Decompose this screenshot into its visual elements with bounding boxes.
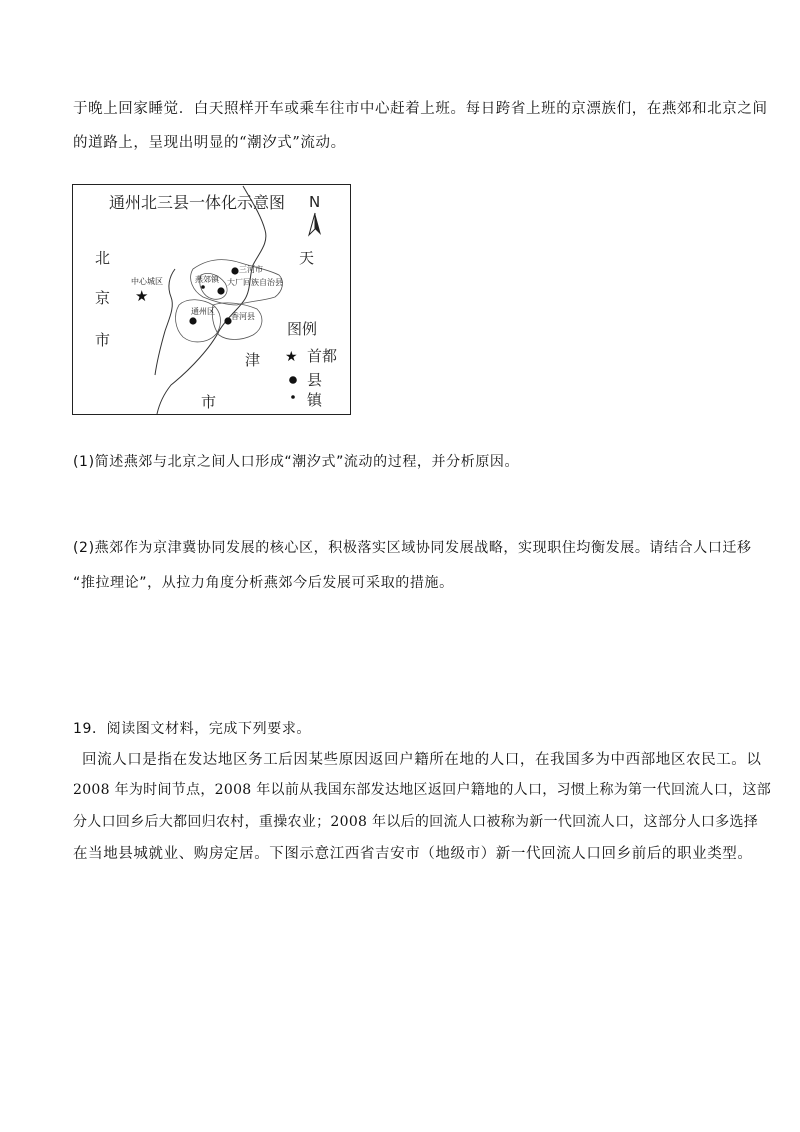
question-2-line-1: (2)燕郊作为京津冀协同发展的核心区，积极落实区域协同发展战略，实现职住均衡发展。请结合人口迁移: [73, 540, 752, 556]
intro-line-2: 的道路上，呈现出明显的“潮汐式”流动。: [73, 135, 346, 151]
legend-town-label: 镇: [307, 391, 323, 409]
q19-para-line-2: 2008 年为时间节点，2008 年以前从我国东部发达地区返回户籍地的人口，习惯上称为第一代回流人口，这部: [73, 782, 772, 798]
q19-para-line-1: 回流人口是指在发达地区务工后因某些原因返回户籍所在地的人口，在我国多为中西部地区农民工。以: [82, 752, 762, 768]
label-center: 中心城区: [131, 277, 163, 286]
q19-header: 19．阅读图文材料，完成下列要求。: [73, 721, 312, 737]
region-beijing-3: 市: [95, 331, 111, 349]
label-dachang: 大厂回族自治县: [227, 278, 283, 287]
north-label: N: [309, 193, 321, 211]
legend-star-icon: ★: [285, 349, 298, 365]
yanjiao-dot: [201, 285, 205, 289]
label-sanhe: 三河市: [239, 265, 263, 274]
legend-county-label: 县: [307, 371, 323, 389]
question-2-line-2: “推拉理论”，从拉力角度分析燕郊今后发展可采取的措施。: [73, 575, 454, 591]
region-tianjin-3: 市: [201, 393, 217, 411]
north-arrow-icon: [315, 213, 321, 235]
region-tianjin-2: 津: [245, 351, 261, 369]
region-tianjin-1: 天: [299, 249, 315, 267]
q19-para-line-4: 在当地县城就业、购房定居。下图示意江西省吉安市（地级市）新一代回流人口回乡前后的职业类型。: [73, 846, 753, 862]
question-1: (1)简述燕郊与北京之间人口形成“潮汐式”流动的过程，并分析原因。: [73, 454, 520, 470]
q19-para-line-3: 分人口回乡后大都回归农村，重操农业；2008 年以后的回流人口被称为新一代回流人口，这部分人口多选择: [73, 814, 759, 830]
intro-line-1: 于晚上回家睡觉．白天照样开车或乘车往市中心赶着上班。每日跨省上班的京漂族们，在燕郊和北京之间: [73, 101, 768, 117]
legend-county-dot: [289, 376, 297, 384]
map-figure: [72, 184, 351, 415]
map-title: 通州北三县一体化示意图: [109, 193, 286, 212]
region-beijing-1: 北: [95, 249, 111, 267]
capital-star-icon: ★: [135, 287, 149, 305]
region-beijing-2: 京: [95, 289, 111, 307]
label-tongzhou: 通州区: [191, 307, 215, 316]
legend-title: 图例: [287, 320, 318, 338]
map-svg: [73, 185, 350, 414]
legend-capital-label: 首都: [307, 347, 338, 365]
sanhe-dot: [231, 267, 238, 274]
tongzhou-dot: [189, 317, 196, 324]
legend-town-dot: [291, 395, 295, 399]
dachang-dot: [217, 287, 224, 294]
label-yanjiao: 燕郊镇: [195, 275, 219, 284]
label-xianghe: 香河县: [231, 312, 255, 321]
